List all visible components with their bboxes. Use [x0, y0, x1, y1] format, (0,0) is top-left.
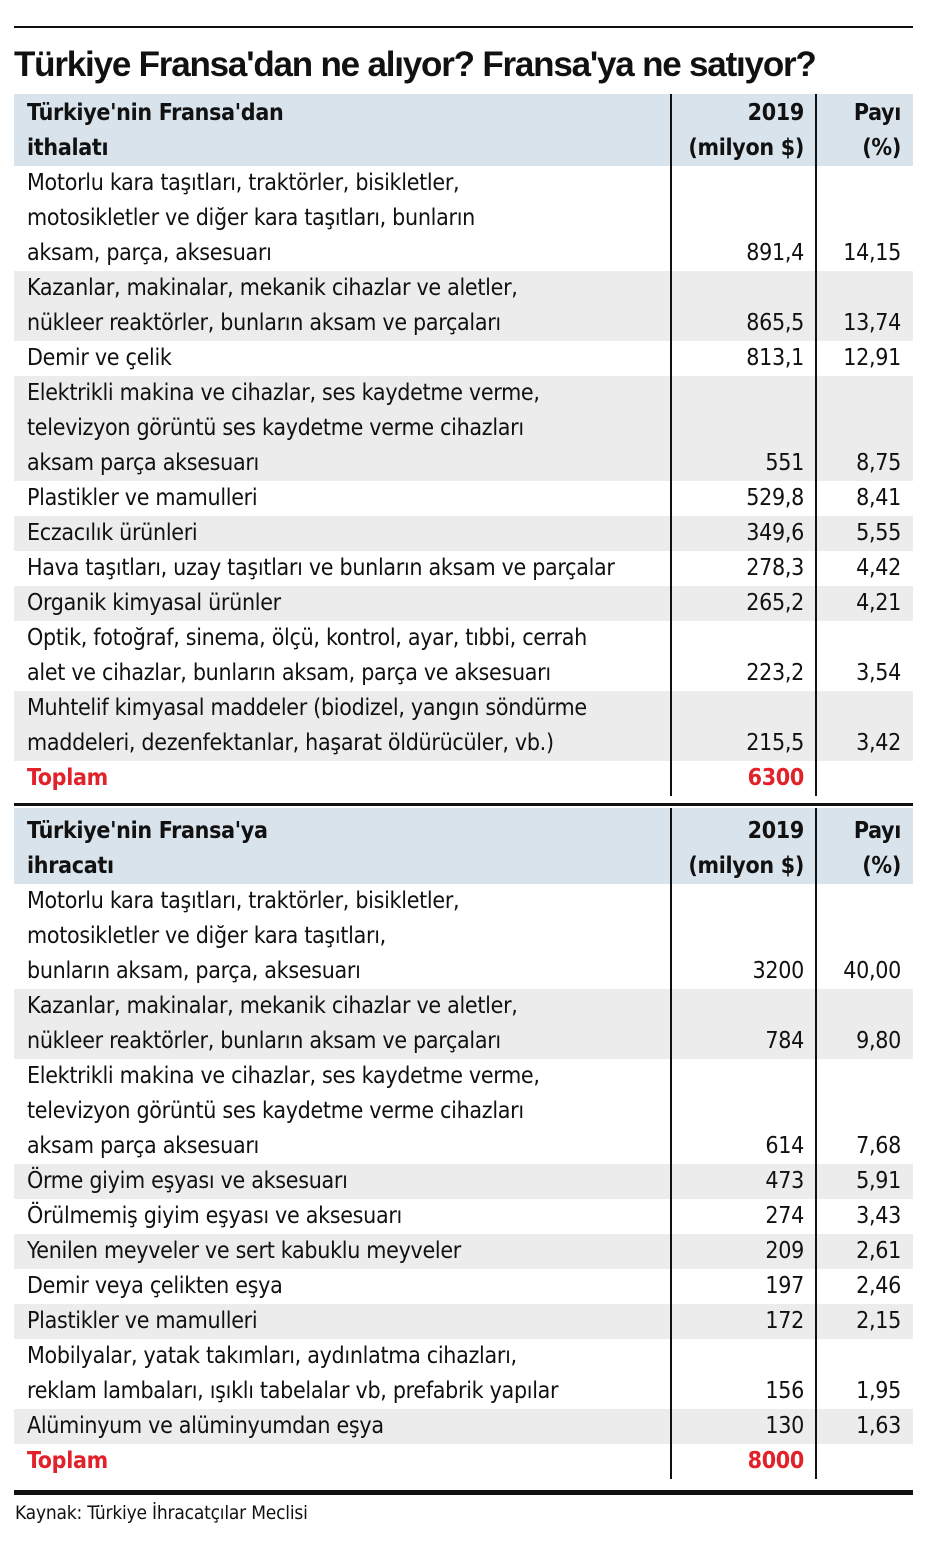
export-row-share: 1,95: [816, 1339, 913, 1409]
import-row-label: Optik, fotoğraf, sinema, ölçü, kontrol, ayar, tıbbi, cerrah alet ve cihazlar, bunların aksam, parça ve aksesuarı: [27, 625, 587, 686]
export-row-label: Demir veya çelikten eşya: [27, 1273, 283, 1299]
table-divider: [14, 803, 913, 806]
export-row-value: 197: [671, 1269, 816, 1304]
imports-body: [14, 166, 913, 761]
bottom-rule: [14, 1490, 913, 1495]
exports-total-value: 8000: [671, 1444, 816, 1479]
import-row: [14, 166, 913, 271]
export-row-share: 9,80: [816, 989, 913, 1059]
export-row-label: Örülmemiş giyim eşyası ve aksesuarı: [27, 1203, 403, 1229]
export-row-label: Motorlu kara taşıtları, traktörler, bisikletler, motosikletler ve diğer kara taşıtları, bunların aksam, parça, aksesuarı: [27, 888, 460, 984]
export-row-value: 274: [671, 1199, 816, 1234]
imports-total-value: 6300: [671, 761, 816, 796]
import-row-value: 265,2: [671, 586, 816, 621]
export-row: [14, 1164, 913, 1199]
export-row-value: 172: [671, 1304, 816, 1339]
export-row: [14, 1304, 913, 1339]
export-row-label: Mobilyalar, yatak takımları, aydınlatma cihazları, reklam lambaları, ışıklı tabelalar vb, prefabrik yapılar: [27, 1343, 559, 1404]
import-row-value: 865,5: [671, 271, 816, 341]
export-row-value: 209: [671, 1234, 816, 1269]
export-row-label: Elektrikli makina ve cihazlar, ses kaydetme verme, televizyon görüntü ses kaydetme verme cihazları aksam parça aksesuarı: [27, 1063, 540, 1159]
imports-header-label: Türkiye'nin Fransa'dan ithalatı: [14, 94, 671, 166]
import-row: [14, 341, 913, 376]
imports-header-share: Payı (%): [816, 94, 913, 166]
imports-table: [14, 94, 913, 796]
export-row-value: 3200: [671, 884, 816, 989]
import-row-value: 278,3: [671, 551, 816, 586]
export-row: [14, 1234, 913, 1269]
import-row-label: Demir ve çelik: [27, 345, 172, 371]
exports-table: [14, 808, 913, 1479]
export-row: [14, 1339, 913, 1409]
page-title: Türkiye Fransa'dan ne alıyor? Fransa'ya ne satıyor?: [14, 45, 816, 84]
export-row-share: 2,61: [816, 1234, 913, 1269]
import-row: [14, 376, 913, 481]
export-row-value: 130: [671, 1409, 816, 1444]
exports-total-share: [816, 1444, 913, 1479]
import-row-share: 5,55: [816, 516, 913, 551]
exports-body: [14, 884, 913, 1444]
import-row-label: Kazanlar, makinalar, mekanik cihazlar ve aletler, nükleer reaktörler, bunların aksam ve parçaları: [14, 271, 671, 341]
import-row-value: 551: [671, 376, 816, 481]
export-row-label: Alüminyum ve alüminyumdan eşya: [14, 1409, 671, 1444]
import-row-value: 223,2: [671, 621, 816, 691]
import-row: [14, 586, 913, 621]
export-row-share: 3,43: [816, 1199, 913, 1234]
import-row-label: Motorlu kara taşıtları, traktörler, bisikletler, motosikletler ve diğer kara taşıtları, bunların aksam, parça, aksesuarı: [27, 170, 475, 266]
imports-header-value: 2019 (milyon $): [671, 94, 816, 166]
import-row: [14, 551, 913, 586]
export-row: [14, 884, 913, 989]
export-row-value: 614: [671, 1059, 816, 1164]
source-note: Kaynak: Türkiye İhracatçılar Meclisi: [15, 1502, 308, 1524]
export-row: [14, 1059, 913, 1164]
imports-total-row: [14, 761, 913, 796]
exports-header-value: 2019 (milyon $): [671, 808, 816, 884]
exports-header-row: [14, 808, 913, 884]
import-row-value: 215,5: [671, 691, 816, 761]
import-row-value: 529,8: [671, 481, 816, 516]
import-row-label: Plastikler ve mamulleri: [27, 485, 258, 511]
import-row-share: 3,42: [816, 691, 913, 761]
export-row: [14, 1269, 913, 1304]
exports-header-share: Payı (%): [816, 808, 913, 884]
import-row-share: 8,41: [816, 481, 913, 516]
import-row-label: Muhtelif kimyasal maddeler (biodizel, yangın söndürme maddeleri, dezenfektanlar, haşarat öldürücüler, vb.): [14, 691, 671, 761]
export-row-label: Örme giyim eşyası ve aksesuarı: [14, 1164, 671, 1199]
imports-total-label: Toplam: [27, 765, 108, 791]
import-row-share: 8,75: [816, 376, 913, 481]
exports-total-label: Toplam: [27, 1448, 108, 1474]
import-row-label: Eczacılık ürünleri: [14, 516, 671, 551]
export-row-value: 156: [671, 1339, 816, 1409]
top-rule: [14, 26, 913, 28]
import-row: [14, 481, 913, 516]
import-row-share: 3,54: [816, 621, 913, 691]
exports-total-row: [14, 1444, 913, 1479]
import-row-label: Organik kimyasal ürünler: [14, 586, 671, 621]
export-row-share: 2,46: [816, 1269, 913, 1304]
import-row-share: 4,21: [816, 586, 913, 621]
import-row-value: 813,1: [671, 341, 816, 376]
import-row-label: Hava taşıtları, uzay taşıtları ve bunların aksam ve parçalar: [27, 555, 615, 581]
import-row-share: 12,91: [816, 341, 913, 376]
export-row-share: 2,15: [816, 1304, 913, 1339]
import-row-share: 4,42: [816, 551, 913, 586]
export-row: [14, 989, 913, 1059]
import-row: [14, 621, 913, 691]
imports-total-share: [816, 761, 913, 796]
export-row-value: 784: [671, 989, 816, 1059]
import-row-share: 13,74: [816, 271, 913, 341]
export-row-value: 473: [671, 1164, 816, 1199]
import-row-share: 14,15: [816, 166, 913, 271]
imports-header-row: [14, 94, 913, 166]
export-row-share: 5,91: [816, 1164, 913, 1199]
export-row-label: Yenilen meyveler ve sert kabuklu meyveler: [14, 1234, 671, 1269]
import-row: [14, 516, 913, 551]
export-row-share: 7,68: [816, 1059, 913, 1164]
export-row-label: Plastikler ve mamulleri: [14, 1304, 671, 1339]
import-row: [14, 691, 913, 761]
import-row-value: 349,6: [671, 516, 816, 551]
exports-header-label: Türkiye'nin Fransa'ya ihracatı: [14, 808, 671, 884]
import-row-value: 891,4: [671, 166, 816, 271]
export-row-share: 1,63: [816, 1409, 913, 1444]
export-row: [14, 1199, 913, 1234]
import-row-label: Elektrikli makina ve cihazlar, ses kaydetme verme, televizyon görüntü ses kaydetme verme cihazları aksam parça aksesuarı: [14, 376, 671, 481]
export-row: [14, 1409, 913, 1444]
import-row: [14, 271, 913, 341]
export-row-share: 40,00: [816, 884, 913, 989]
export-row-label: Kazanlar, makinalar, mekanik cihazlar ve aletler, nükleer reaktörler, bunların aksam ve parçaları: [14, 989, 671, 1059]
